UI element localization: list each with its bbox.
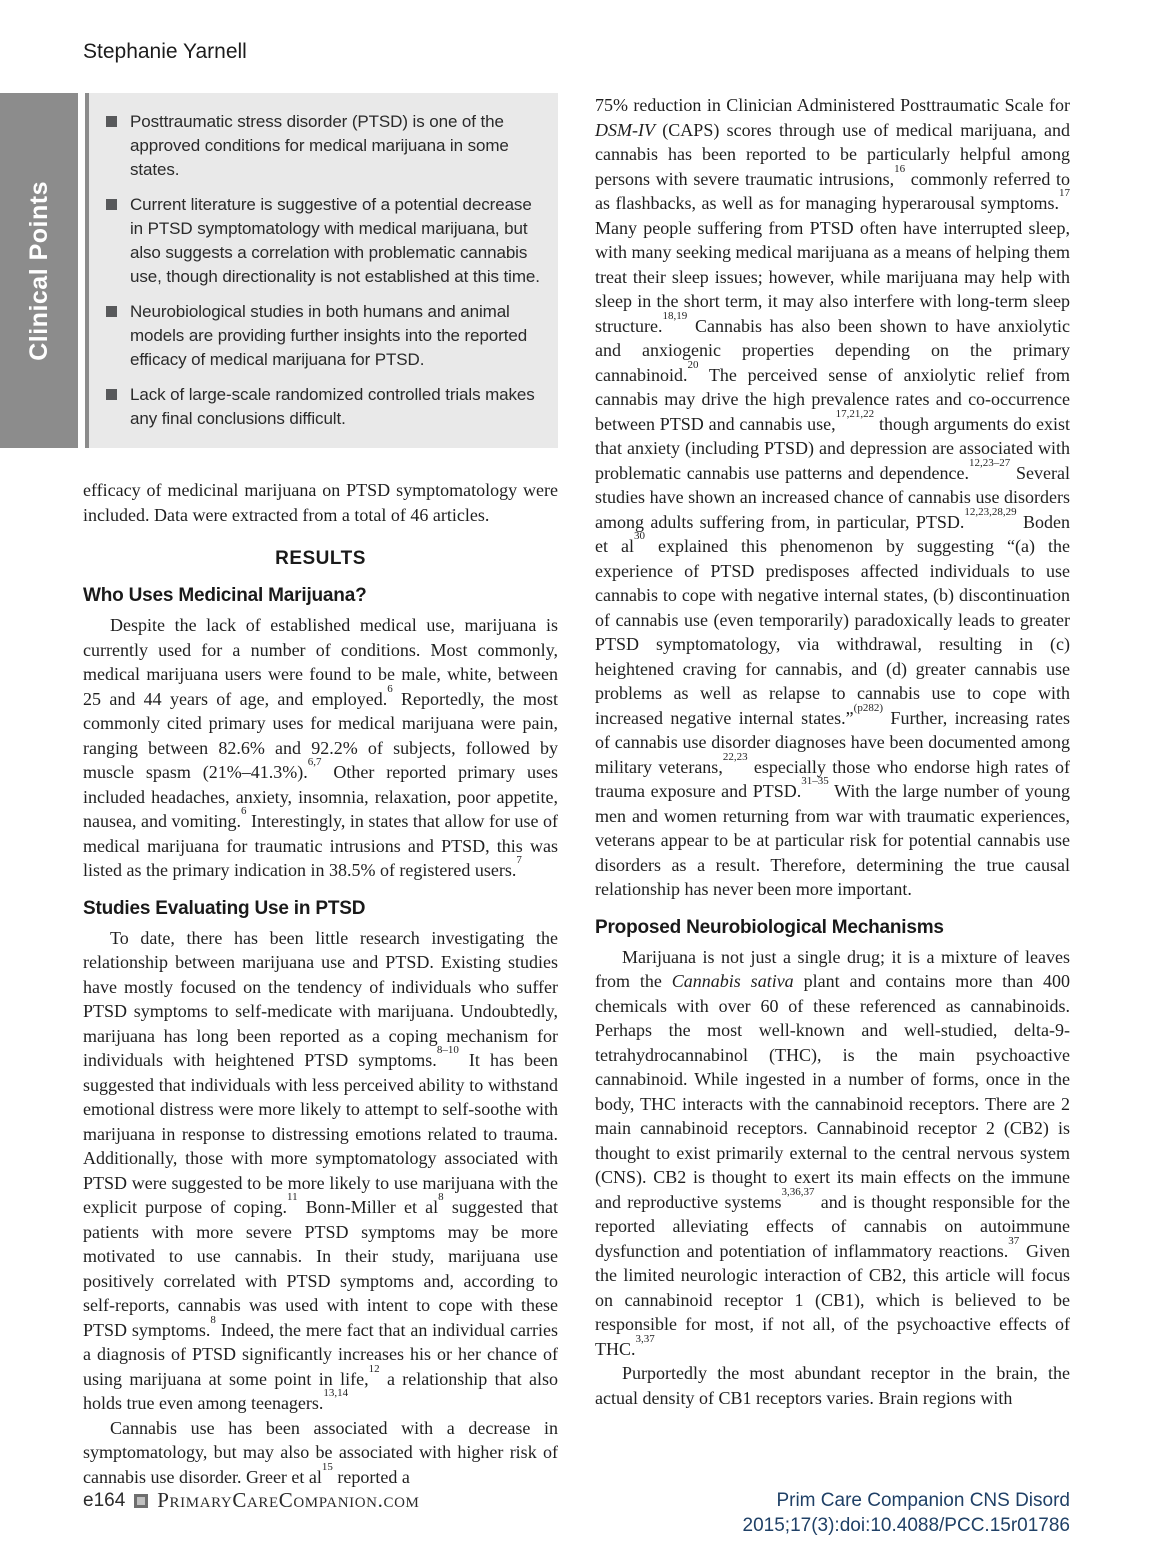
clinical-points-box	[0, 93, 558, 448]
bullet-square-icon	[106, 389, 117, 400]
clinical-point-item	[106, 193, 542, 289]
footer-square-icon	[134, 1494, 148, 1508]
left-column	[24, 93, 559, 1489]
clinical-points-gap	[78, 93, 85, 448]
right-column	[595, 93, 1070, 1489]
results-heading: RESULTS	[275, 548, 366, 569]
bullet-square-icon	[106, 306, 117, 317]
journal-citation-line1: Prim Care Companion CNS Disord	[776, 1490, 1070, 1511]
paragraph-who-uses: Despite the lack of established medical use, marijuana is currently used for a number of conditions. Most commonly, medical marijuana users were found to be male, white, between 25 and 44 years of age, and employed.$^6$ Reportedly, the most commonly cited primary uses for medical marijuana were pain, ranging between 82.6% and 92.2% of subjects, followed by muscle spasm (21%–41.3%).$^{6,7}$ Other reported primary uses included headaches, anxiety, insomnia, relaxation, poor appetite, nausea, and vomiting.$^6$ Interestingly, in states that allow for use of medical marijuana for traumatic intrusions and PTSD, this was listed as the primary indication in 38.5% of registered users.$^7$	[83, 615, 558, 880]
paragraph-studies-1: To date, there has been little research investigating the relationship between marijuana use and PTSD. Existing studies have mostly focused on the tendency of individuals who suffer PTSD symptoms to self-medicate with marijuana. Undoubtedly, marijuana has long been reported as a coping mechanism for individuals with heightened PTSD symptoms.$^{8-10}$ It has been suggested that individuals with less perceived ability to withstand emotional distress were more likely to attempt to self-soothe with marijuana in response to distressing emotions related to trauma. Additionally, those with more symptomatology associated with PTSD were suggested to be more likely to use marijuana with the explicit purpose of coping.$^{11}$ Bonn-Miller et $al^8$ suggested that patients with more severe PTSD symptoms may be more motivated to use cannabis. In their study, marijuana use positively correlated with PTSD symptoms and, according to self-reports, cannabis was used with intent to cope with these PTSD symptoms.$^8$ Indeed, the mere fact that an individual carries a diagnosis of PTSD significantly increases his or her chance of using marijuana at some point in life,$^{12}$ a relationship that also holds true even among teenagers.$^{13,14}$	[83, 927, 559, 1413]
who-uses-heading: Who Uses Medicinal Marijuana?	[83, 585, 367, 606]
clinical-point-text: Posttraumatic stress disorder (PTSD) is one of the approved conditions for medical marijuana in some states.	[130, 112, 509, 179]
clinical-point-text: Current literature is suggestive of a potential decrease in PTSD symptomatology with medical marijuana, but also suggests a correlation with problematic cannabis use, though directionality is not established at this time.	[130, 195, 540, 286]
footer-left	[83, 1488, 419, 1513]
clinical-point-item	[106, 383, 542, 431]
paragraph-studies-2: Cannabis use has been associated with a decrease in symptomatology, but may also be associated with higher risk of cannabis use disorder. Greer et $al^{15}$ reported a	[83, 1417, 558, 1487]
paragraph-mechanisms-2: Purportedly the most abundant receptor in the brain, the actual density of CB1 receptors varies. Brain regions with	[595, 1363, 1070, 1408]
footer-site-link[interactable]: PrimaryCareCompanion.com	[157, 1488, 420, 1512]
clinical-point-text: Lack of large-scale randomized controlled trials makes any final conclusions difficult.	[130, 385, 535, 428]
running-head-author: Stephanie Yarnell	[83, 40, 247, 63]
two-column-body	[24, 93, 1071, 1489]
studies-heading: Studies Evaluating Use in PTSD	[83, 897, 366, 919]
page-number: e164	[83, 1489, 126, 1511]
clinical-points-content	[89, 93, 558, 448]
clinical-point-item	[106, 300, 542, 372]
bullet-square-icon	[106, 116, 117, 127]
paragraph-continuation: 75% reduction in Clinician Administered Posttraumatic Scale for DSM-IV (CAPS) scores through use of medical marijuana, and cannabis has been reported to be particularly helpful among persons with severe traumatic intrusions,$^{16}$ commonly referred to as flashbacks, as well as for managing hyperarousal symptoms.$^{17}$ Many people suffering from PTSD often have interrupted sleep, with many seeking medical marijuana as a means of helping them treat their sleep issues; however, while marijuana may help with sleep in the short term, it may also interfere with long-term sleep structure.$^{18,19}$ Cannabis has also been shown to have anxiolytic and anxiogenic properties depending on the primary cannabinoid.$^{20}$ The perceived sense of anxiolytic relief from cannabis may drive the high prevalence rates and co-occurrence between PTSD and cannabis use,$^{17,21,22}$ though arguments do exist that anxiety (including PTSD) and depression are associated with problematic cannabis use patterns and dependence.$^{12,23-27}$ Several studies have shown an increased chance of cannabis use disorders among adults suffering from, in particular, PTSD.$^{12,23,28,29}$ Boden et $al^{30}$ explained this phenomenon by suggesting “(a) the experience of PTSD predisposes affected individuals to use cannabis to cope with negative internal states, (b) discontinuation of cannabis use (even temporarily) paradoxically leads to greater PTSD symptomatology, via withdrawal, resulting in (c) heightened craving for cannabis, and (d) greater cannabis use problems as well as relapse to cannabis use to cope with increased negative internal states.”$^{(p282)}$ Further, increasing rates of cannabis use disorder diagnoses have been documented among military veterans,$^{22,23}$ especially those who endorse high rates of trauma exposure and PTSD.$^{31-35}$ With the large number of young men and women returning from war with traumatic experiences, veterans appear to be at particular risk for potential cannabis use disorders as a result. Therefore, determining the true causal relationship has never been more important.	[595, 95, 1070, 899]
paragraph-mechanisms-1: Marijuana is not just a single drug; it is a mixture of leaves from the Cannabis sativa plant and contains more than 400 chemicals with over 60 of these referenced as cannabinoids. Perhaps the most well-known and well-studied, delta-9-tetrahydrocannabinol (THC), is the main psychoactive cannabinoid. While ingested in a number of forms, once in the body, THC interacts with the cannabinoid receptors. There are 2 main cannabinoid receptors. Cannabinoid receptor 2 (CB2) is thought to exist primarily external to the central nervous system (CNS). CB2 is thought to exert its main effects on the immune and reproductive systems$^{3,36,37}$ and is thought responsible for the reported alleviating effects of cannabis on autoimmune dysfunction and potentiation of inflammatory reactions.$^{37}$ Given the limited neurologic interaction of CB2, this article will focus on cannabinoid receptor 1 (CB1), which is believed to be responsible for most, if not all, of the psychoactive effects of THC.$^{3,37}$	[595, 946, 1071, 1359]
clinical-point-item	[106, 110, 542, 182]
bullet-square-icon	[106, 199, 117, 210]
journal-citation-line2: 2015;17(3):doi:10.4088/PCC.15r01786	[742, 1515, 1070, 1536]
clinical-point-text: Neurobiological studies in both humans and animal models are providing further insights into the reported efficacy of medical marijuana for PTSD.	[130, 302, 528, 369]
clinical-points-label: Clinical Points	[24, 180, 53, 361]
clinical-points-sidebar-tab	[0, 93, 78, 448]
clinical-points-list	[106, 110, 542, 431]
page-footer	[83, 1488, 1070, 1538]
mechanisms-heading: Proposed Neurobiological Mechanisms	[595, 916, 944, 938]
paragraph-intro-continuation: efficacy of medicinal marijuana on PTSD symptomatology were included. Data were extracted from a total of 46 articles.	[83, 480, 558, 525]
journal-citation	[743, 1488, 1070, 1538]
